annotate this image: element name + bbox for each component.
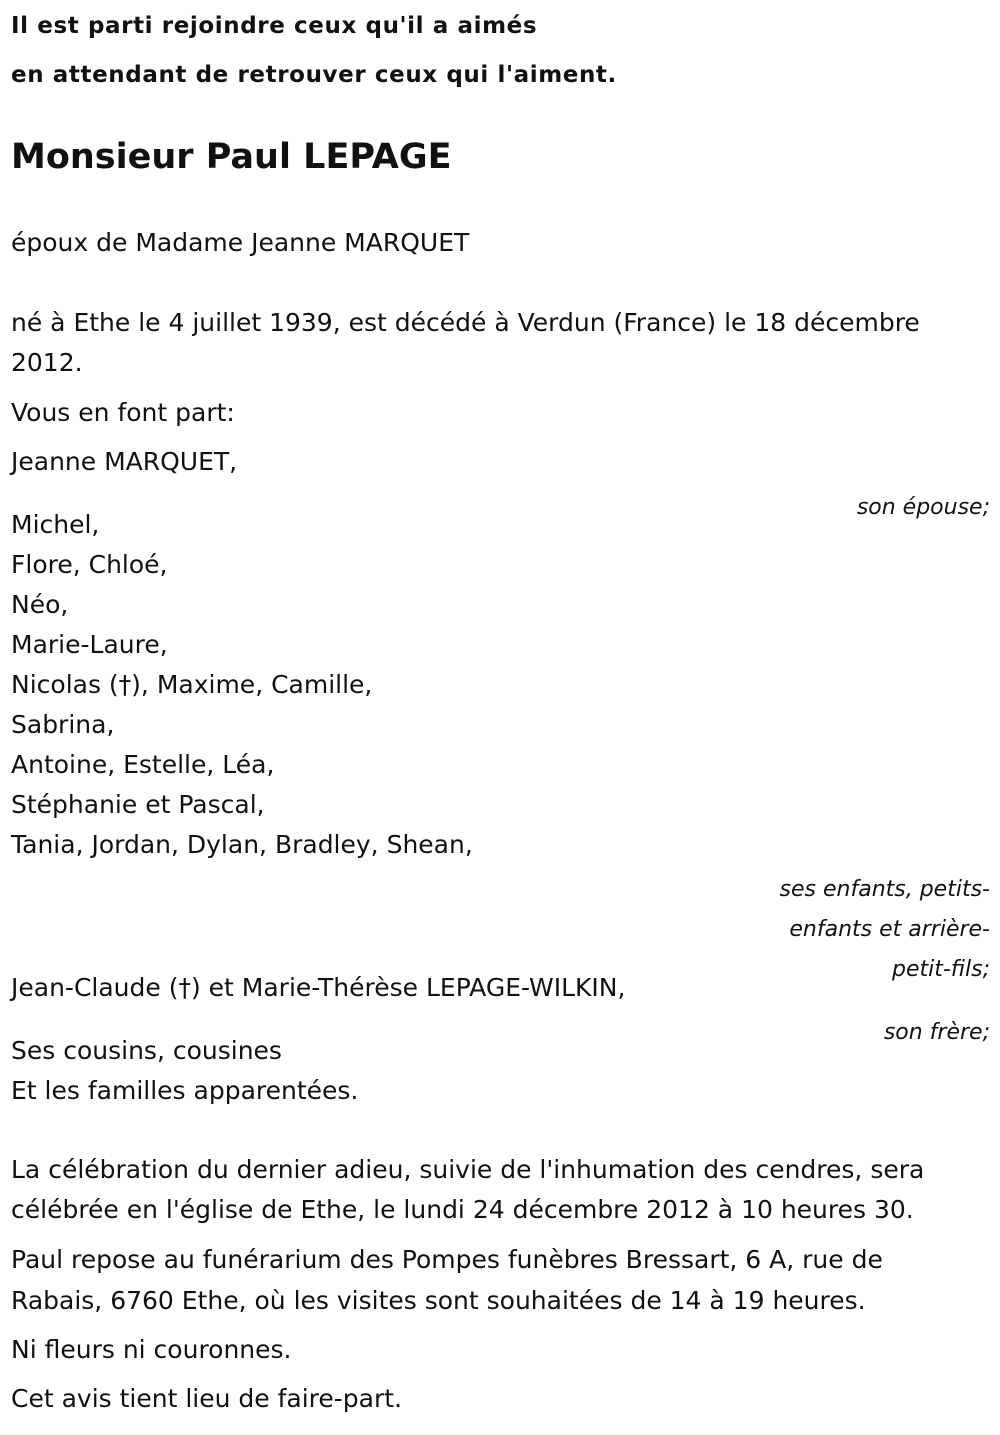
funeral-home-line-1: Paul repose au funérarium des Pompes funèbres Bressart, 6 A, rue de xyxy=(11,1245,883,1274)
spouse-name: Jeanne MARQUET, xyxy=(11,447,238,476)
children-role-line-2: enfants et arrière- xyxy=(789,917,990,942)
closing-note: Cet avis tient lieu de faire-part. xyxy=(11,1384,403,1413)
epitaph-line-2: en attendant de retrouver ceux qui l'aiment. xyxy=(11,62,617,88)
funeral-home-line-2: Rabais, 6760 Ethe, où les visites sont souhaitées de 14 à 19 heures. xyxy=(11,1286,866,1315)
flowers-note: Ni fleurs ni couronnes. xyxy=(11,1335,292,1364)
birth-death-line-1: né à Ethe le 4 juillet 1939, est décédé à Verdun (France) le 18 décembre xyxy=(11,308,920,337)
relatives-line-1: Ses cousins, cousines xyxy=(11,1036,282,1065)
family-name-line: Antoine, Estelle, Léa, xyxy=(11,750,275,779)
relatives-line-2: Et les familles apparentées. xyxy=(11,1076,359,1105)
spouse-role: son épouse; xyxy=(856,495,990,520)
family-name-line: Néo, xyxy=(11,590,69,619)
family-name-line: Stéphanie et Pascal, xyxy=(11,790,265,819)
children-role-line-1: ses enfants, petits- xyxy=(779,877,990,902)
spouse-line: époux de Madame Jeanne MARQUET xyxy=(11,228,470,257)
announce-intro: Vous en font part: xyxy=(11,398,235,427)
family-name-line: Sabrina, xyxy=(11,710,115,739)
family-name-line: Nicolas (†), Maxime, Camille, xyxy=(11,670,373,699)
brother-names: Jean-Claude (†) et Marie-Thérèse LEPAGE-WILKIN, xyxy=(11,973,626,1002)
children-role-line-3: petit-fils; xyxy=(891,957,990,982)
family-name-line: Marie-Laure, xyxy=(11,630,168,659)
brother-role: son frère; xyxy=(883,1020,990,1045)
deceased-name: Monsieur Paul LEPAGE xyxy=(11,137,452,177)
epitaph-line-1: Il est parti rejoindre ceux qu'il a aimés xyxy=(11,13,538,39)
birth-death-line-2: 2012. xyxy=(11,348,83,377)
family-name-line: Michel, xyxy=(11,510,100,539)
family-name-line: Tania, Jordan, Dylan, Bradley, Shean, xyxy=(11,830,473,859)
ceremony-line-1: La célébration du dernier adieu, suivie de l'inhumation des cendres, sera xyxy=(11,1155,925,1184)
ceremony-line-2: célébrée en l'église de Ethe, le lundi 24 décembre 2012 à 10 heures 30. xyxy=(11,1195,914,1224)
family-name-line: Flore, Chloé, xyxy=(11,550,168,579)
